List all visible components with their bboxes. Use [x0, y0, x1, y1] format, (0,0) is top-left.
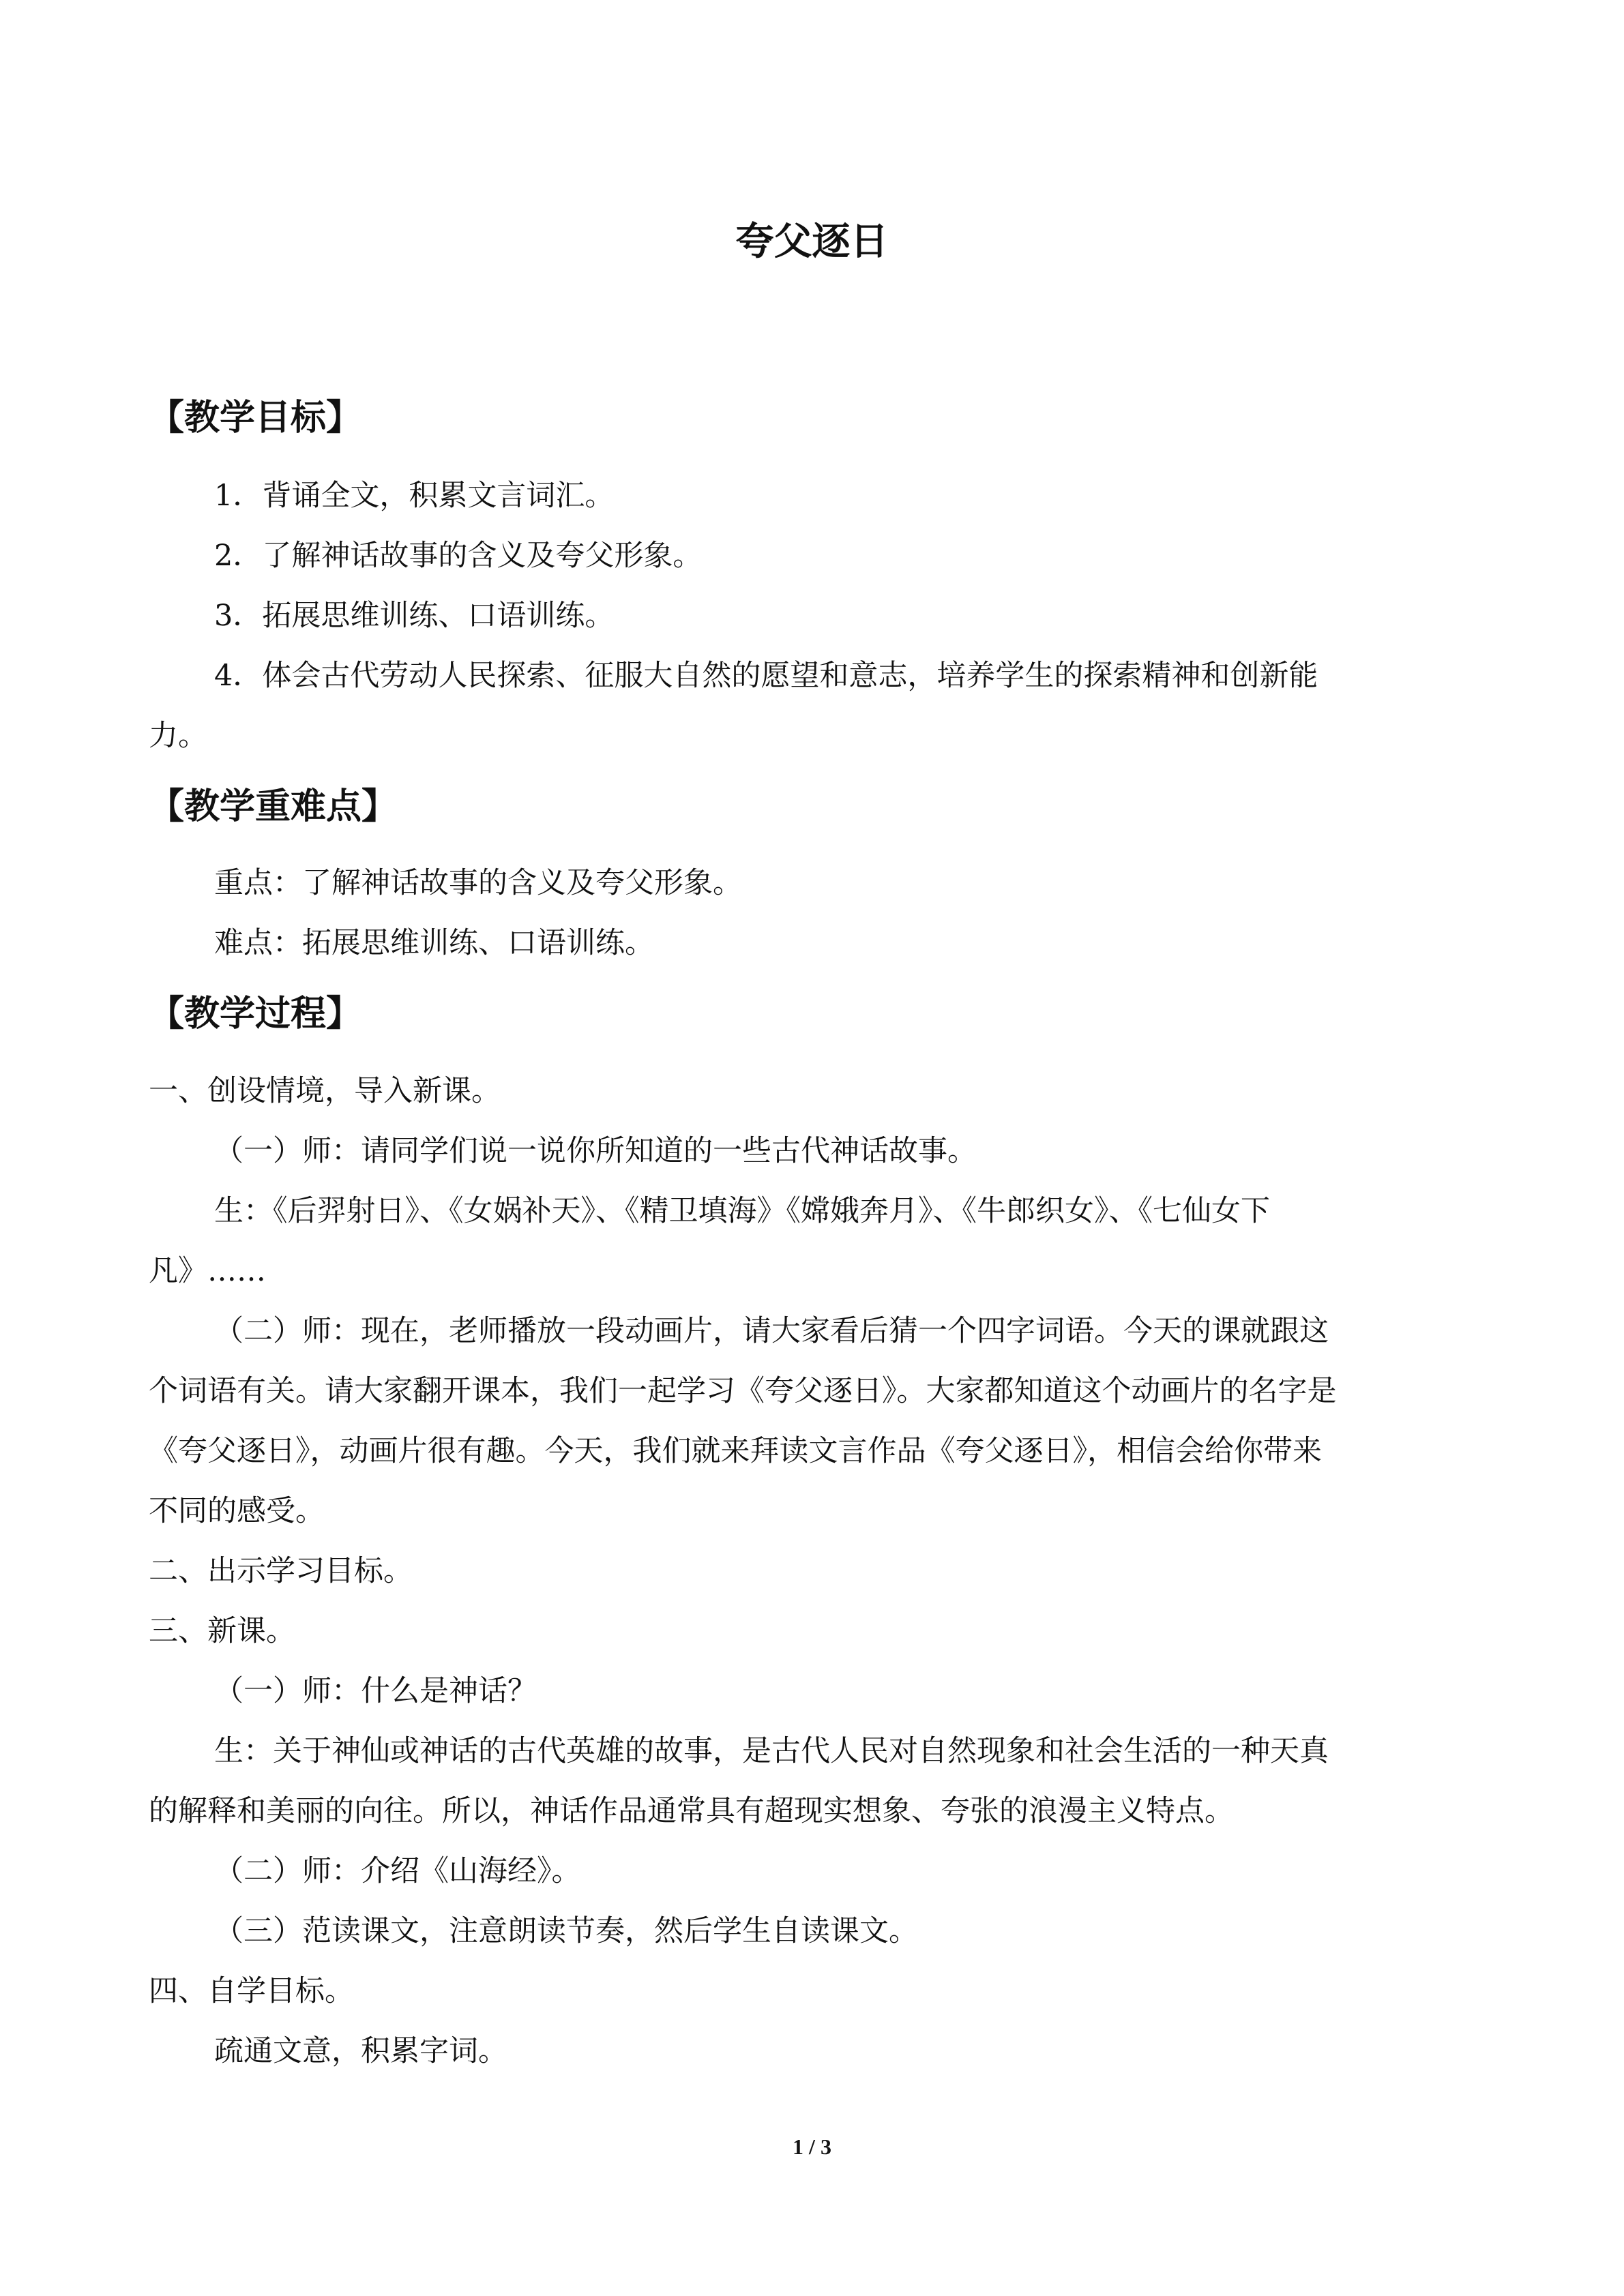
page-number: 1 / 3 — [793, 2134, 831, 2159]
process-line: （二）师：现在，老师播放一段动画片，请大家看后猜一个四字词语。今天的课就跟这 — [214, 1314, 1329, 1348]
process-line: 不同的感受。 — [149, 1494, 325, 1528]
objective-item-continuation: 力。 — [149, 719, 207, 753]
process-line: 个词语有关。请大家翻开课本，我们一起学习《夸父逐日》。大家都知道这个动画片的名字是 — [149, 1374, 1337, 1408]
process-line: 生：《后羿射日》、《女娲补天》、《精卫填海》《嫦娥奔月》、《牛郎织女》、《七仙女下 — [214, 1194, 1270, 1228]
process-line: （二）师：介绍《山海经》。 — [214, 1854, 581, 1888]
key-point-item: 重点：了解神话故事的含义及夸父形象。 — [214, 866, 742, 900]
objective-item: 1．背诵全文，积累文言词汇。 — [214, 479, 615, 513]
objective-item: 2．了解神话故事的含义及夸父形象。 — [214, 539, 703, 573]
section-heading-objectives: 【教学目标】 — [149, 398, 362, 438]
section-heading-key-points: 【教学重难点】 — [149, 786, 398, 827]
page-title: 夸父逐日 — [735, 220, 889, 264]
process-line: （一）师：请同学们说一说你所知道的一些古代神话故事。 — [214, 1134, 977, 1168]
process-line: 生：关于神仙或神话的古代英雄的故事，是古代人民对自然现象和社会生活的一种天真 — [214, 1734, 1329, 1768]
process-line: 疏通文意，积累字词。 — [214, 2034, 507, 2068]
difficulty-item: 难点：拓展思维训练、口语训练。 — [214, 926, 654, 960]
process-step: 二、出示学习目标。 — [149, 1554, 413, 1588]
process-line: 的解释和美丽的向往。所以，神话作品通常具有超现实想象、夸张的浪漫主义特点。 — [149, 1794, 1234, 1828]
process-step: 三、新课。 — [149, 1614, 295, 1648]
process-line: （一）师：什么是神话？ — [214, 1674, 537, 1708]
objective-item: 4．体会古代劳动人民探索、征服大自然的愿望和意志，培养学生的探索精神和创新能 — [214, 659, 1318, 693]
process-step: 四、自学目标。 — [149, 1974, 354, 2008]
process-line: 《夸父逐日》，动画片很有趣。今天，我们就来拜读文言作品《夸父逐日》，相信会给你带来 — [149, 1434, 1322, 1468]
process-line: 凡》…… — [149, 1254, 266, 1288]
process-step: 一、创设情境，导入新课。 — [149, 1074, 501, 1108]
objective-item: 3．拓展思维训练、口语训练。 — [214, 599, 615, 633]
process-line: （三）范读课文，注意朗读节奏，然后学生自读课文。 — [214, 1914, 918, 1948]
section-heading-process: 【教学过程】 — [149, 994, 362, 1034]
